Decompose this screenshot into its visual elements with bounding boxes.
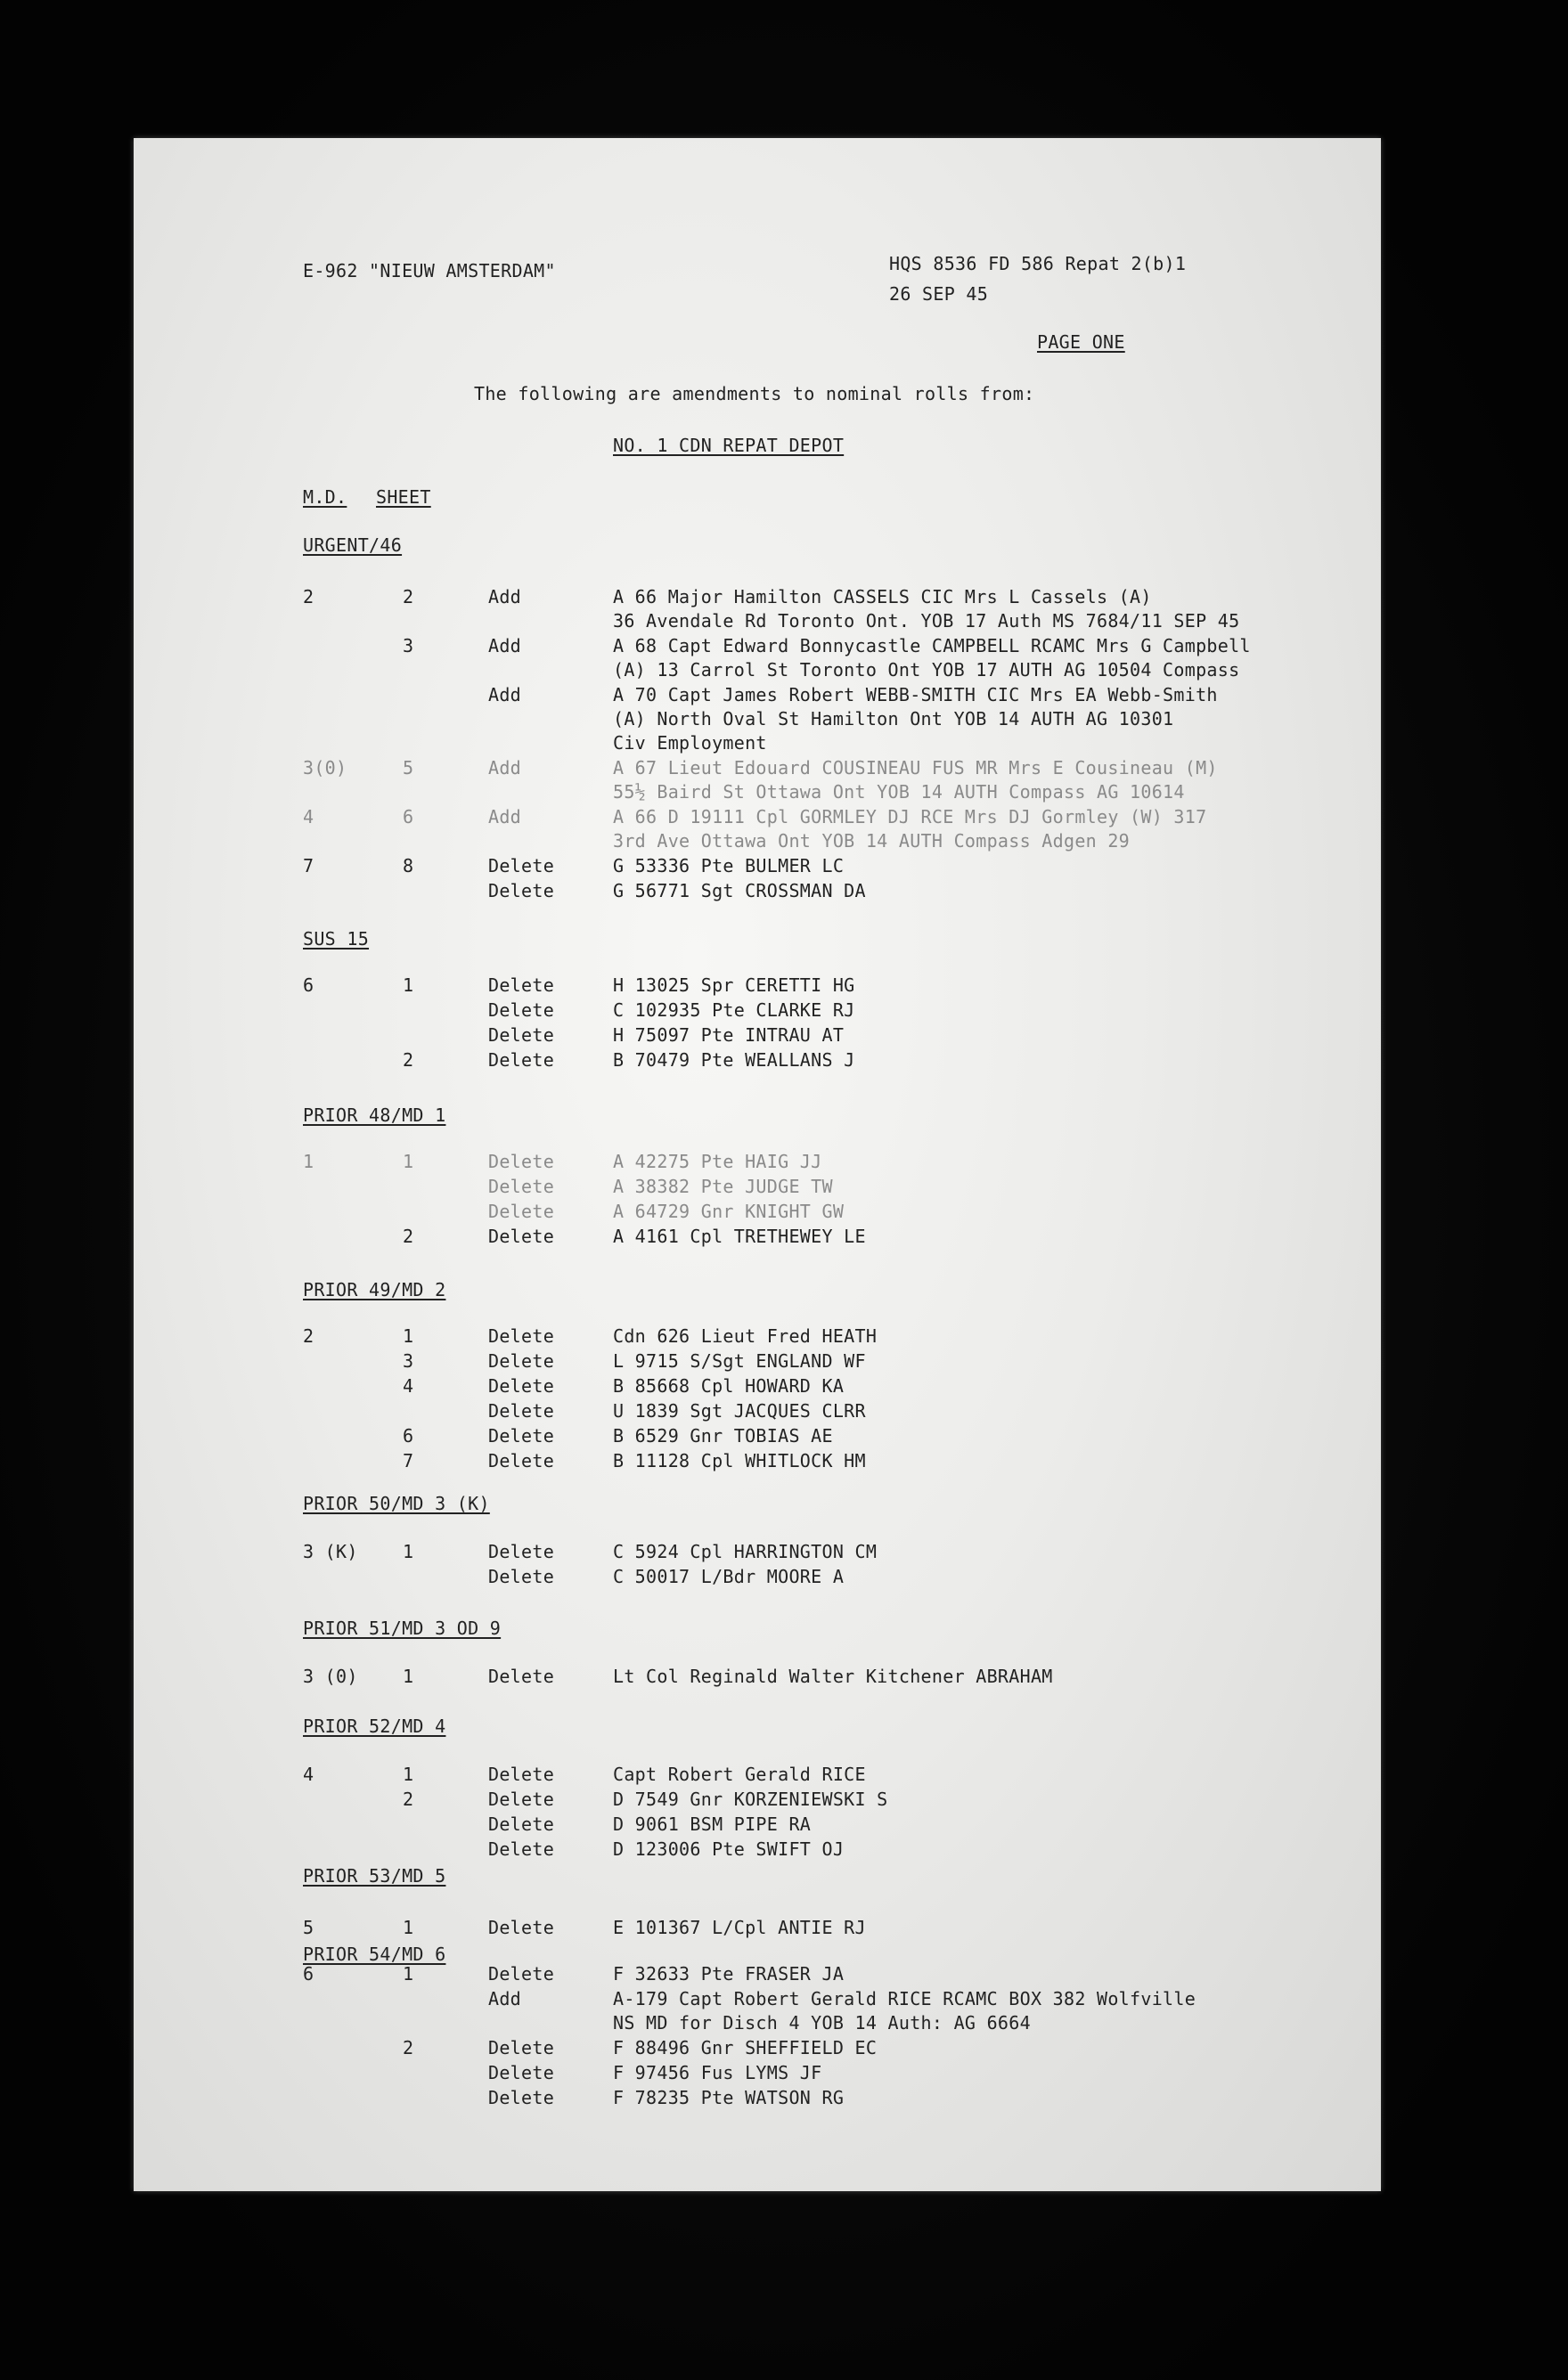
entry-cell: A 68 Capt Edward Bonnycastle CAMPBELL RCAMC Mrs G Campbell: [613, 635, 1251, 656]
action-cell: Delete: [488, 2087, 555, 2108]
entry-continuation: 55½ Baird St Ottawa Ont YOB 14 AUTH Compass AG 10614: [613, 781, 1185, 803]
entry-cell: B 6529 Gnr TOBIAS AE: [613, 1425, 833, 1447]
action-cell: Delete: [488, 1450, 555, 1471]
entry-cell: A 66 Major Hamilton CASSELS CIC Mrs L Cassels (A): [613, 586, 1152, 607]
entry-cell: E 101367 L/Cpl ANTIE RJ: [613, 1917, 866, 1938]
action-cell: Delete: [488, 2037, 555, 2058]
action-cell: Delete: [488, 880, 555, 901]
entry-continuation: 3rd Ave Ottawa Ont YOB 14 AUTH Compass Adgen 29: [613, 830, 1131, 852]
section-heading: PRIOR 54/MD 6: [303, 1944, 446, 1965]
section-heading: PRIOR 51/MD 3 OD 9: [303, 1618, 502, 1639]
action-cell: Delete: [488, 974, 555, 996]
entry-cell: G 53336 Pte BULMER LC: [613, 855, 845, 876]
entry-cell: B 85668 Cpl HOWARD KA: [613, 1375, 845, 1397]
entry-cell: L 9715 S/Sgt ENGLAND WF: [613, 1350, 866, 1372]
action-cell: Delete: [488, 1789, 555, 1810]
sheet-cell: 4: [403, 1375, 414, 1397]
entry-continuation: (A) North Oval St Hamilton Ont YOB 14 AUTH AG 10301: [613, 708, 1174, 729]
entry-cell: C 102935 Pte CLARKE RJ: [613, 999, 855, 1021]
sheet-cell: 2: [403, 1049, 414, 1071]
action-cell: Delete: [488, 1226, 555, 1247]
entry-cell: H 13025 Spr CERETTI HG: [613, 974, 855, 996]
action-cell: Delete: [488, 1566, 555, 1587]
action-cell: Delete: [488, 1838, 555, 1860]
action-cell: Delete: [488, 855, 555, 876]
entry-cell: G 56771 Sgt CROSSMAN DA: [613, 880, 866, 901]
section-heading: PRIOR 49/MD 2: [303, 1279, 446, 1300]
sheet-cell: 7: [403, 1450, 414, 1471]
section-heading: PRIOR 50/MD 3 (K): [303, 1493, 490, 1514]
sheet-cell: 1: [403, 1151, 414, 1172]
action-cell: Add: [488, 806, 522, 827]
action-cell: Delete: [488, 1963, 555, 1985]
entry-cell: F 32633 Pte FRASER JA: [613, 1963, 845, 1985]
md-cell: 2: [303, 586, 314, 607]
page-number: PAGE ONE: [1037, 331, 1125, 353]
entry-cell: A 66 D 19111 Cpl GORMLEY DJ RCE Mrs DJ Gormley (W) 317: [613, 806, 1207, 827]
action-cell: Add: [488, 586, 522, 607]
action-cell: Delete: [488, 1024, 555, 1046]
entry-cell: B 70479 Pte WEALLANS J: [613, 1049, 855, 1071]
entry-cell: U 1839 Sgt JACQUES CLRR: [613, 1400, 866, 1422]
entry-cell: H 75097 Pte INTRAU AT: [613, 1024, 845, 1046]
sheet-cell: 1: [403, 974, 414, 996]
entry-continuation: (A) 13 Carrol St Toronto Ont YOB 17 AUTH AG 10504 Compass: [613, 659, 1240, 681]
entry-cell: A-179 Capt Robert Gerald RICE RCAMC BOX 382 Wolfville: [613, 1988, 1196, 2009]
entry-cell: Capt Robert Gerald RICE: [613, 1764, 866, 1785]
action-cell: Delete: [488, 1176, 555, 1197]
entry-cell: Lt Col Reginald Walter Kitchener ABRAHAM: [613, 1666, 1053, 1687]
section-heading: PRIOR 53/MD 5: [303, 1865, 446, 1887]
section-heading: URGENT/46: [303, 534, 403, 556]
column-md-header: M.D.: [303, 486, 347, 508]
entry-cell: D 9061 BSM PIPE RA: [613, 1814, 812, 1835]
sheet-cell: 1: [403, 1963, 414, 1985]
md-cell: 1: [303, 1151, 314, 1172]
action-cell: Delete: [488, 1151, 555, 1172]
sheet-cell: 2: [403, 1226, 414, 1247]
sheet-cell: 3: [403, 1350, 414, 1372]
sheet-cell: 2: [403, 2037, 414, 2058]
action-cell: Delete: [488, 999, 555, 1021]
sheet-cell: 8: [403, 855, 414, 876]
md-cell: 6: [303, 1963, 314, 1985]
entry-cell: F 97456 Fus LYMS JF: [613, 2062, 822, 2083]
sheet-cell: 1: [403, 1325, 414, 1347]
entry-cell: F 88496 Gnr SHEFFIELD EC: [613, 2037, 878, 2058]
md-cell: 3 (K): [303, 1541, 358, 1562]
sheet-cell: 1: [403, 1764, 414, 1785]
action-cell: Delete: [488, 2062, 555, 2083]
document-date: 26 SEP 45: [889, 283, 989, 305]
action-cell: Delete: [488, 1350, 555, 1372]
action-cell: Delete: [488, 1049, 555, 1071]
md-cell: 3(0): [303, 757, 347, 778]
action-cell: Delete: [488, 1666, 555, 1687]
entry-continuation: 36 Avendale Rd Toronto Ont. YOB 17 Auth MS 7684/11 SEP 45: [613, 610, 1240, 632]
md-cell: 3 (0): [303, 1666, 358, 1687]
sheet-cell: 1: [403, 1541, 414, 1562]
entry-cell: A 38382 Pte JUDGE TW: [613, 1176, 833, 1197]
entry-continuation: NS MD for Disch 4 YOB 14 Auth: AG 6664: [613, 2012, 1031, 2034]
action-cell: Delete: [488, 1325, 555, 1347]
entry-cell: B 11128 Cpl WHITLOCK HM: [613, 1450, 866, 1471]
entry-cell: A 42275 Pte HAIG JJ: [613, 1151, 822, 1172]
entry-cell: F 78235 Pte WATSON RG: [613, 2087, 845, 2108]
section-heading: PRIOR 48/MD 1: [303, 1104, 446, 1126]
md-cell: 4: [303, 806, 314, 827]
section-heading: PRIOR 52/MD 4: [303, 1716, 446, 1737]
entry-cell: D 123006 Pte SWIFT OJ: [613, 1838, 845, 1860]
entry-continuation: Civ Employment: [613, 732, 767, 754]
sheet-cell: 1: [403, 1917, 414, 1938]
entry-cell: A 64729 Gnr KNIGHT GW: [613, 1201, 845, 1222]
sheet-cell: 2: [403, 586, 414, 607]
action-cell: Delete: [488, 1814, 555, 1835]
action-cell: Delete: [488, 1375, 555, 1397]
sheet-cell: 6: [403, 806, 414, 827]
entry-cell: A 70 Capt James Robert WEBB-SMITH CIC Mrs EA Webb-Smith: [613, 684, 1218, 705]
action-cell: Add: [488, 757, 522, 778]
sheet-cell: 5: [403, 757, 414, 778]
action-cell: Add: [488, 635, 522, 656]
md-cell: 6: [303, 974, 314, 996]
md-cell: 2: [303, 1325, 314, 1347]
md-cell: 7: [303, 855, 314, 876]
sheet-cell: 2: [403, 1789, 414, 1810]
sheet-cell: 6: [403, 1425, 414, 1447]
entry-cell: D 7549 Gnr KORZENIEWSKI S: [613, 1789, 888, 1810]
entry-cell: C 50017 L/Bdr MOORE A: [613, 1566, 845, 1587]
entry-cell: Cdn 626 Lieut Fred HEATH: [613, 1325, 878, 1347]
sheet-cell: 3: [403, 635, 414, 656]
column-sheet-header: SHEET: [376, 486, 431, 508]
file-reference: HQS 8536 FD 586 Repat 2(b)1: [889, 253, 1187, 274]
action-cell: Add: [488, 684, 522, 705]
action-cell: Delete: [488, 1764, 555, 1785]
action-cell: Delete: [488, 1425, 555, 1447]
action-cell: Delete: [488, 1541, 555, 1562]
ship-designation: E-962 "NIEUW AMSTERDAM": [303, 260, 556, 281]
entry-cell: A 4161 Cpl TRETHEWEY LE: [613, 1226, 866, 1247]
md-cell: 4: [303, 1764, 314, 1785]
action-cell: Delete: [488, 1400, 555, 1422]
intro-line: The following are amendments to nominal rolls from:: [474, 383, 1035, 404]
entry-cell: A 67 Lieut Edouard COUSINEAU FUS MR Mrs E Cousineau (M): [613, 757, 1218, 778]
sheet-cell: 1: [403, 1666, 414, 1687]
action-cell: Delete: [488, 1201, 555, 1222]
entry-cell: C 5924 Cpl HARRINGTON CM: [613, 1541, 878, 1562]
section-heading: SUS 15: [303, 928, 370, 950]
action-cell: Add: [488, 1988, 522, 2009]
unit-title: NO. 1 CDN REPAT DEPOT: [613, 435, 845, 456]
action-cell: Delete: [488, 1917, 555, 1938]
md-cell: 5: [303, 1917, 314, 1938]
